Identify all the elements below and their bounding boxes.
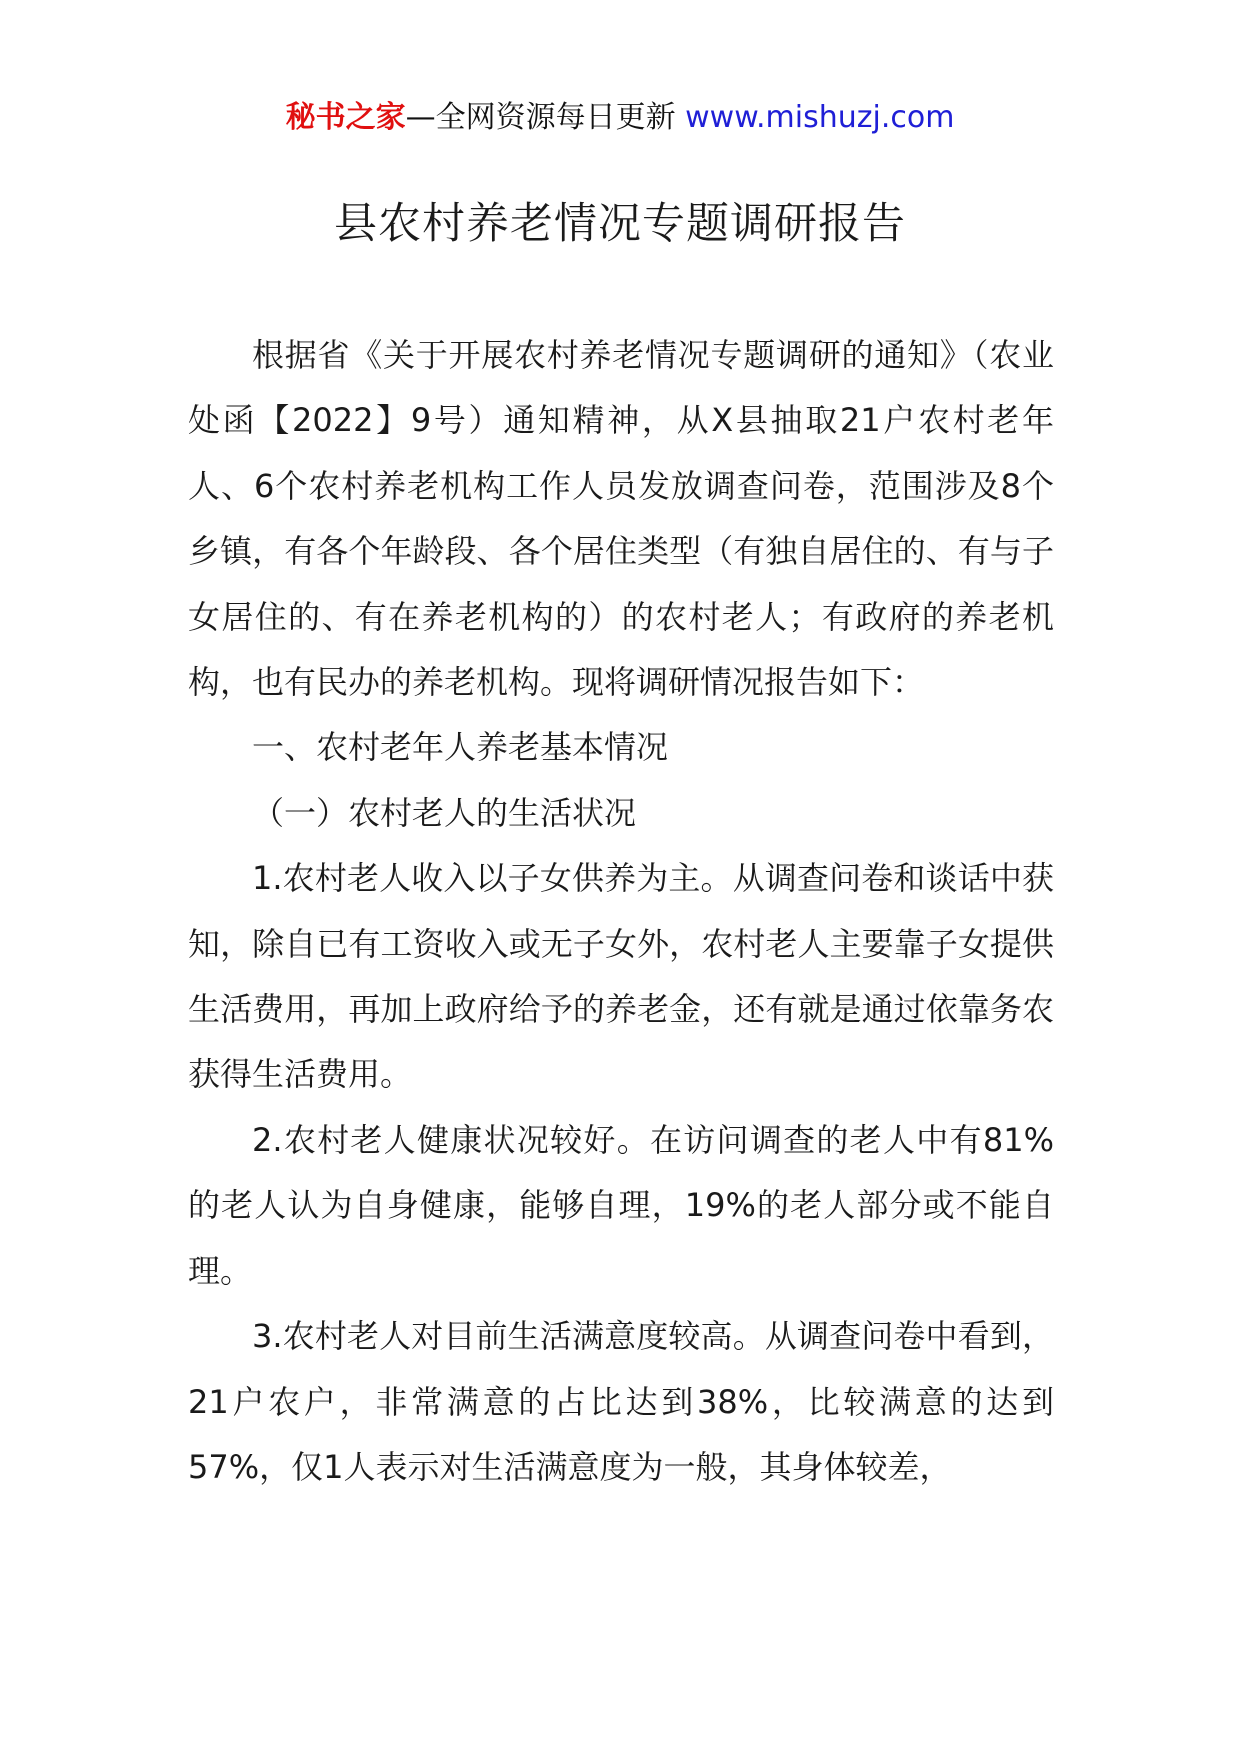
body-paragraph: 2.农村老人健康状况较好。在访问调查的老人中有81%的老人认为自身健康，能够自理，19%的老人部分或不能自理。	[188, 1120, 1054, 1290]
body-paragraph: 1.农村老人收入以子女供养为主。从调查问卷和谈话中获知，除自已有工资收入或无子女外，农村老人主要靠子女提供生活费用，再加上政府给予的养老金，还有就是通过依靠务农获得生活费用。	[188, 859, 1054, 1094]
body-paragraph: 3.农村老人对目前生活满意度较高。从调查问卷中看到，21户农户，非常满意的占比达到38%，比较满意的达到57%，仅1人表示对生活满意度为一般，其身体较差，	[188, 1317, 1054, 1486]
subsection-heading: （一）农村老人的生活状况	[252, 793, 637, 832]
site-url-link[interactable]: www.mishuzj.com	[685, 100, 955, 135]
brand-name: 秘书之家	[285, 100, 406, 135]
document-title: 县农村养老情况专题调研报告	[334, 199, 906, 249]
document-body	[188, 323, 1054, 1500]
site-header	[0, 98, 1240, 138]
header-tagline: —全网资源每日更新	[405, 100, 686, 135]
section-heading: 一、农村老年人养老基本情况	[252, 728, 669, 767]
intro-paragraph: 根据省《关于开展农村养老情况专题调研的通知》（农业处函【2022】9号）通知精神，从X县抽取21户农村老年人、6个农村养老机构工作人员发放调查问卷，范围涉及8个乡镇，有各个年龄段、各个居住类型（有独自居住的、有与子女居住的、有在养老机构的）的农村老人；有政府的养老机构，也有民办的养老机构。现将调研情况报告如下：	[188, 336, 1054, 702]
